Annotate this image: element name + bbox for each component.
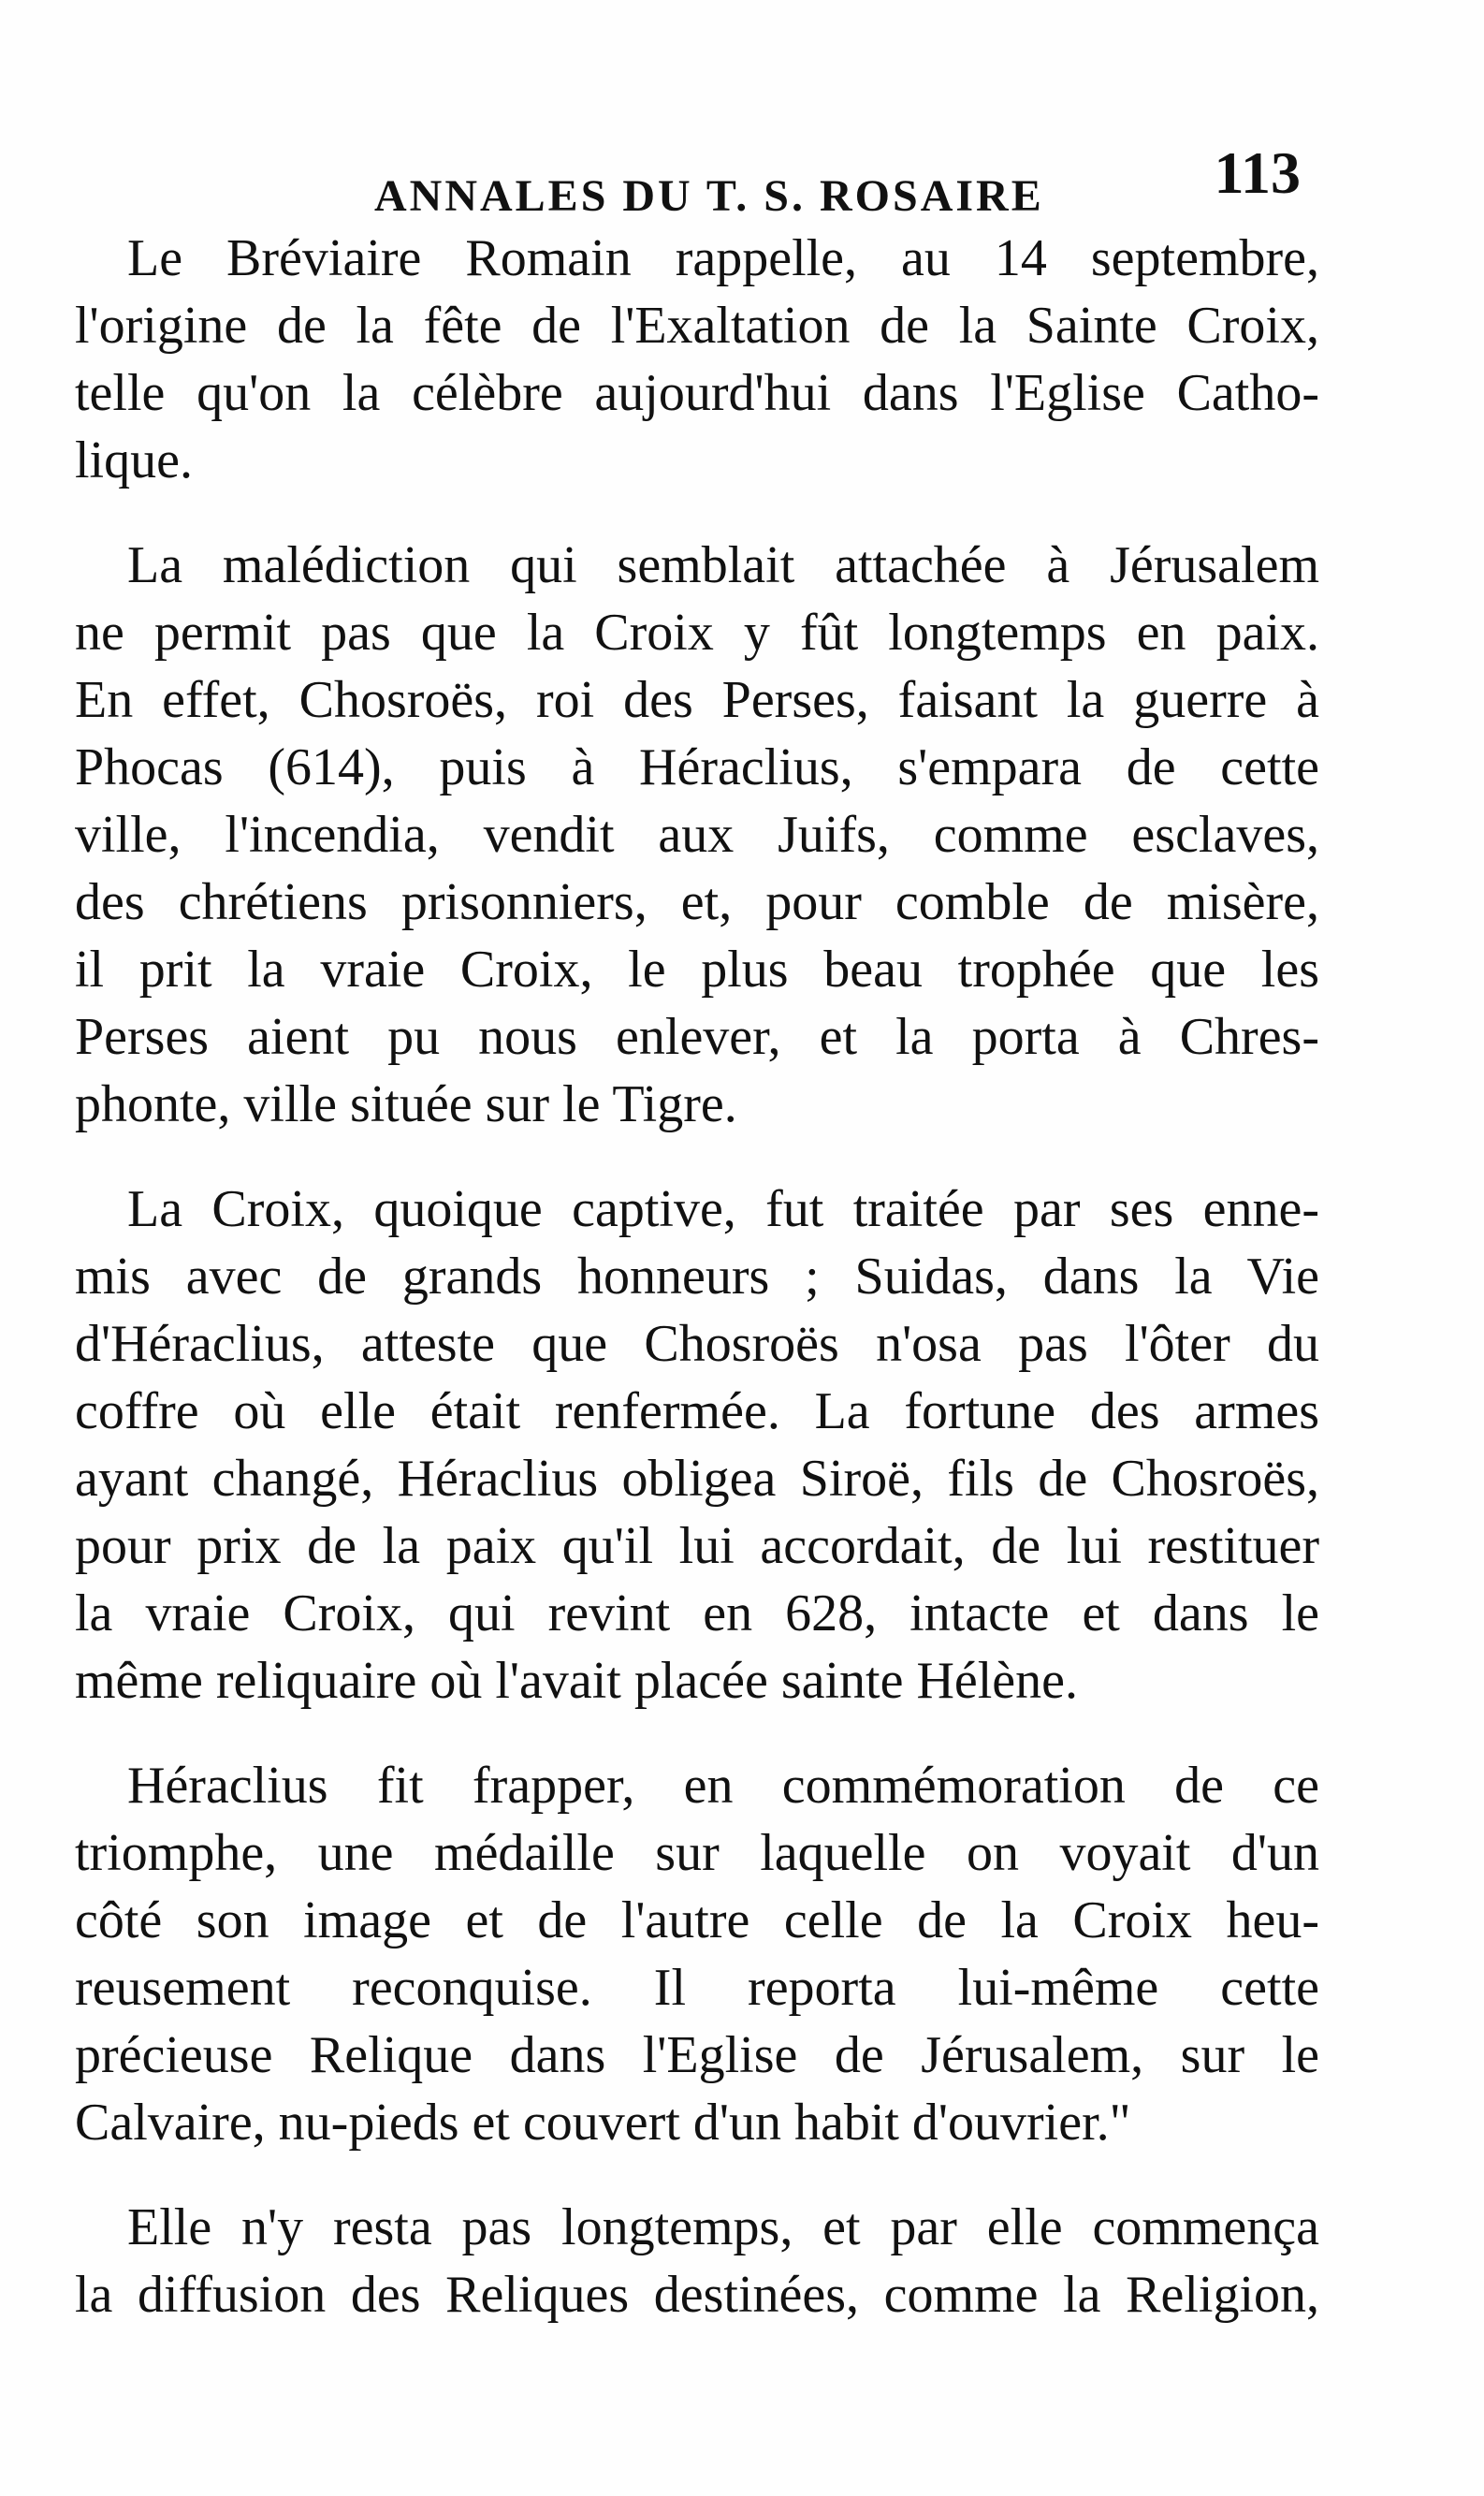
text-line: précieuse Relique dans l'Eglise de Jérusalem, sur le <box>75 2026 1319 2084</box>
text-line: des chrétiens prisonniers, et, pour comble de misère, <box>75 873 1319 931</box>
text-line: Calvaire, nu-pieds et couvert d'un habit d'ouvrier." <box>75 2094 1131 2152</box>
text-line: triomphe, une médaille sur laquelle on voyait d'un <box>75 1824 1319 1882</box>
text-line: telle qu'on la célèbre aujourd'hui dans l'Eglise Catho- <box>75 364 1319 422</box>
text-line: pour prix de la paix qu'il lui accordait, de lui restituer <box>75 1517 1319 1575</box>
text-line: reusement reconquise. Il reporta lui-même cette <box>75 1959 1319 2017</box>
text-line: l'origine de la fête de l'Exaltation de la Sainte Croix, <box>75 297 1319 355</box>
text-line: il prit la vraie Croix, le plus beau trophée que les <box>75 941 1319 999</box>
paragraph-1 <box>75 225 1319 494</box>
text-line: mis avec de grands honneurs ; Suidas, dans la Vie <box>75 1248 1319 1306</box>
running-title: ANNALES DU T. S. ROSAIRE <box>374 171 1044 221</box>
text-line: Elle n'y resta pas longtemps, et par elle commença <box>127 2198 1319 2256</box>
text-line: En effet, Chosroës, roi des Perses, faisant la guerre à <box>75 671 1319 729</box>
text-block <box>75 225 1319 2366</box>
text-line: coffre où elle était renfermée. La fortune des armes <box>75 1382 1319 1440</box>
text-line: côté son image et de l'autre celle de la Croix heu- <box>75 1891 1319 1949</box>
text-line: ville, l'incendia, vendit aux Juifs, comme esclaves, <box>75 806 1319 864</box>
text-line: la diffusion des Reliques destinées, comme la Religion, <box>75 2266 1319 2324</box>
text-line: ne permit pas que la Croix y fût longtemps en paix. <box>75 604 1319 662</box>
text-line: Phocas (614), puis à Héraclius, s'empara de cette <box>75 738 1319 796</box>
text-line: Le Bréviaire Romain rappelle, au 14 septembre, <box>127 229 1319 287</box>
paragraph-3 <box>75 1175 1319 1715</box>
text-line: phonte, ville située sur le Tigre. <box>75 1075 737 1133</box>
text-line: la vraie Croix, qui revint en 628, intacte et dans le <box>75 1584 1319 1642</box>
text-line: même reliquaire où l'avait placée sainte Hélène. <box>75 1652 1079 1710</box>
text-line: Héraclius fit frapper, en commémoration de ce <box>127 1757 1319 1815</box>
paragraph-2 <box>75 532 1319 1138</box>
text-line: lique. <box>75 431 193 489</box>
text-line: d'Héraclius, atteste que Chosroës n'osa pas l'ôter du <box>75 1315 1319 1373</box>
page-number: 113 <box>1214 139 1301 206</box>
text-line: Perses aient pu nous enlever, et la porta à Chres- <box>75 1008 1319 1066</box>
running-head <box>140 139 1301 232</box>
paragraph-4 <box>75 1752 1319 2156</box>
text-line: La Croix, quoique captive, fut traitée par ses enne- <box>127 1180 1319 1238</box>
text-line: La malédiction qui semblait attachée à Jérusalem <box>127 536 1319 594</box>
text-line: ayant changé, Héraclius obligea Siroë, fils de Chosroës, <box>75 1450 1319 1508</box>
paragraph-5 <box>75 2194 1319 2328</box>
